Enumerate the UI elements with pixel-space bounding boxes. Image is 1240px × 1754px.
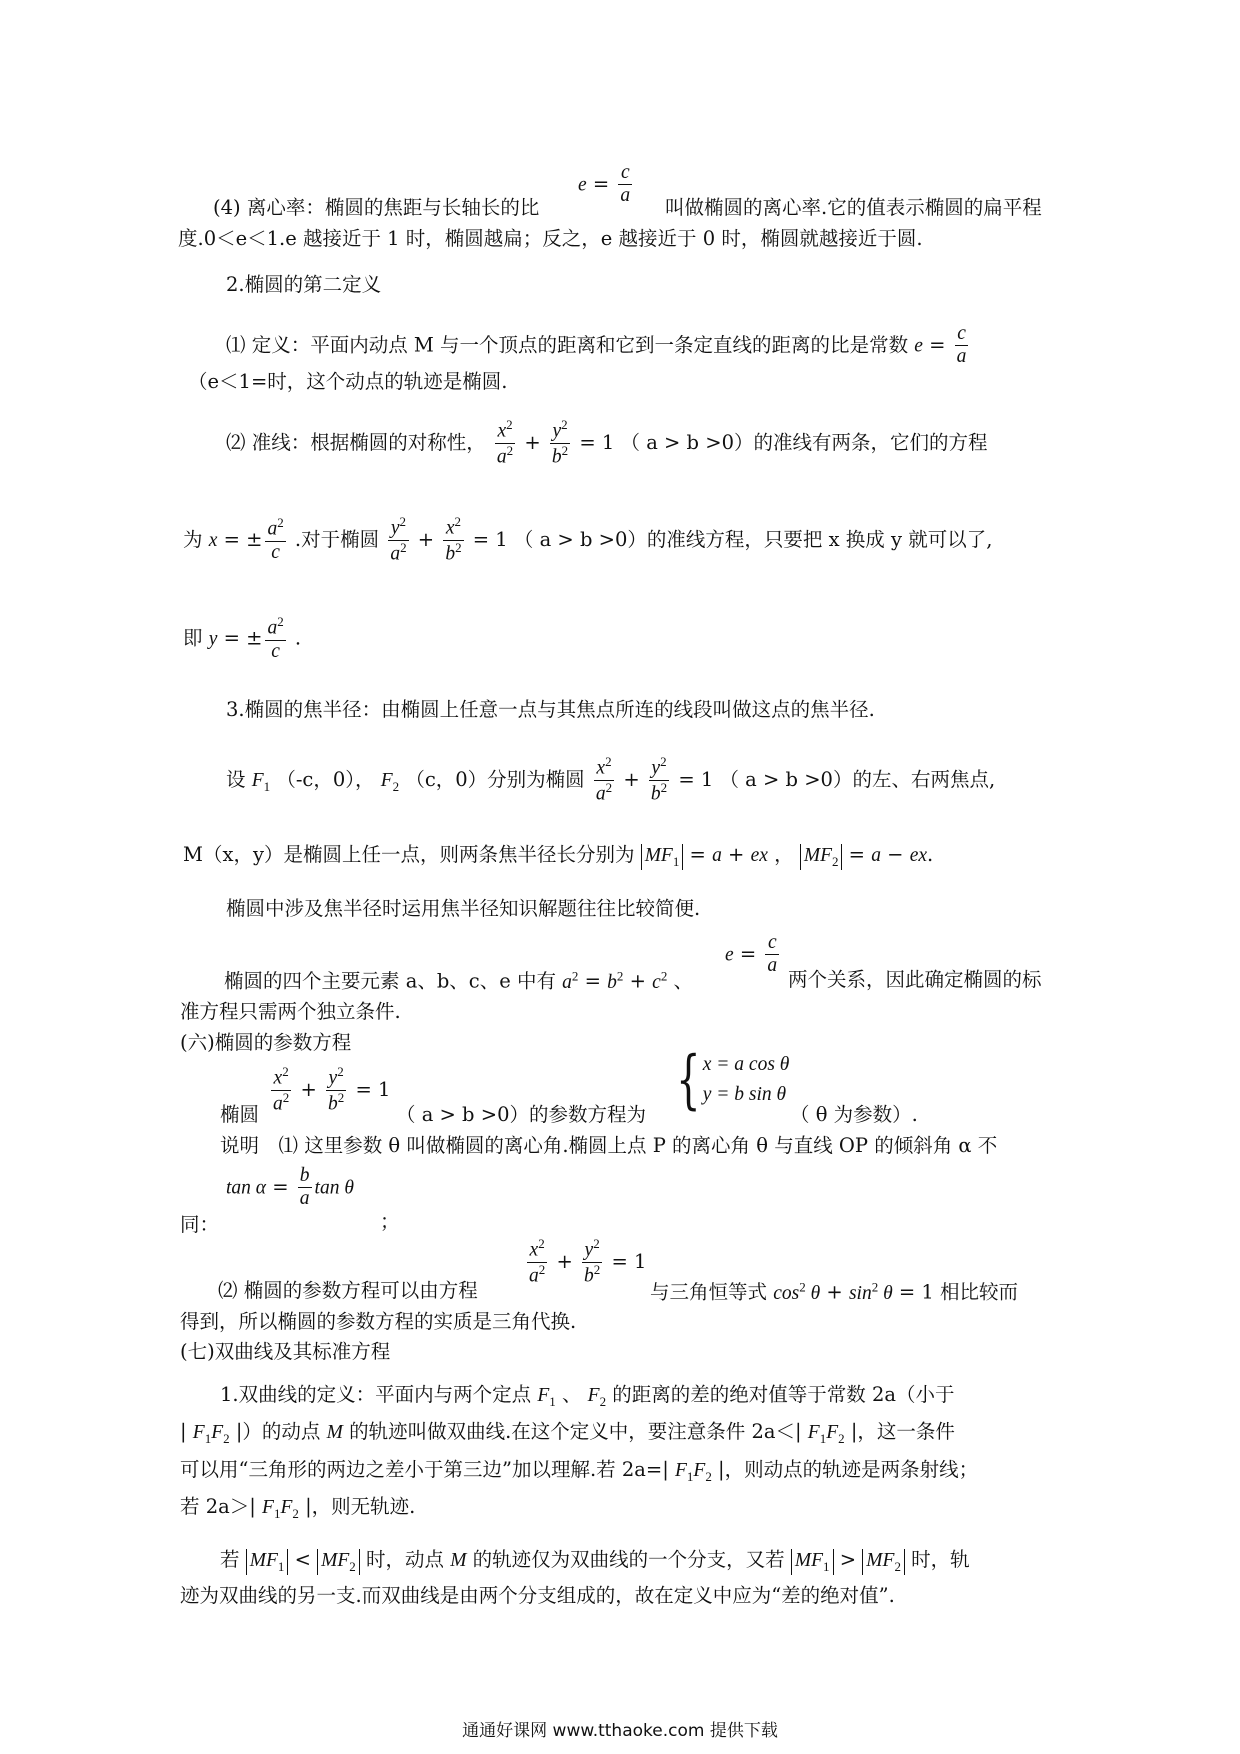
text: （ θ 为参数）. <box>790 1103 918 1126</box>
text: 的距离的差的绝对值等于常数 2a（小于 <box>612 1383 955 1406</box>
text: 可以用“三角形的两边之差小于第三边”加以理解.若 2a=| <box>180 1458 669 1481</box>
text: |，则动点的轨迹是两条射线； <box>718 1458 979 1481</box>
text: 椭圆的四个主要元素 a、b、c、e 中有 <box>224 969 556 993</box>
note-1b <box>180 1213 219 1236</box>
text: 为 <box>183 527 203 551</box>
text: 叫做椭圆的离心率.它的值表示椭圆的扁平程 <box>665 196 1042 219</box>
second-definition-cont <box>188 370 507 393</box>
text: （ a > b >0）的准线方程，只要把 x 换成 y 就可以了, <box>513 527 993 551</box>
text: 的轨迹叫做双曲线.在这个定义中，要注意条件 2a＜| <box>349 1420 802 1443</box>
text: |）的动点 <box>235 1420 321 1443</box>
focal-radius-line-4 <box>226 897 700 920</box>
text: ⑴ 定义：平面内动点 M 与一个顶点的距离和它到一条定直线的距离的比是常数 <box>226 333 909 357</box>
note-2-fraction: $\frac{x^2}{a^2}$ + $\frac{y^2}{b^2}$ = 1 <box>529 1236 647 1287</box>
para-eccentricity-1 <box>213 196 539 219</box>
text: ⑵ 准线：根据椭圆的对称性， <box>226 430 486 454</box>
text: 即 <box>183 626 203 650</box>
text: 2.椭圆的第二定义 <box>226 273 382 296</box>
elements-line-1: 椭圆的四个主要元素 a、b、c、e 中有 $a^2 = b^2 + c^2$ 、 <box>224 968 694 993</box>
hyperbola-line-1: 1.双曲线的定义：平面内与两个定点 $F_1$ 、 $F_2$ 的距离的差的绝对值等于常数 2a（小于 <box>220 1383 955 1409</box>
text: （ a > b >0）的准线有两条，它们的方程 <box>620 430 988 454</box>
text: 说明 ⑴ 这里参数 θ 叫做椭圆的离心角.椭圆上点 P 的离心角 θ 与直线 OP 的倾斜角 α 不 <box>220 1134 998 1157</box>
text: 、 <box>561 1383 582 1406</box>
text: | <box>180 1420 187 1443</box>
text: 相比较而 <box>940 1280 1019 1304</box>
second-definition-line: ⑴ 定义：平面内动点 M 与一个顶点的距离和它到一条定直线的距离的比是常数 e = $\frac{c}{a}$ <box>226 323 967 368</box>
hyperbola-line-4: 若 2a＞| $F_1F_2$ |，则无轨迹. <box>180 1495 416 1521</box>
text: 同： <box>180 1213 220 1236</box>
text: 3.椭圆的焦半径：由椭圆上任意一点与其焦点所连的线段叫做这点的焦半径. <box>226 698 875 721</box>
parametric-line-b <box>396 1103 646 1126</box>
hyperbola-line-2: | $F_1F_2$ |）的动点 M 的轨迹叫做双曲线.在这个定义中，要注意条件 2a＜| $F_1F_2$ |，这一条件 <box>180 1420 955 1446</box>
note-2 <box>218 1279 478 1302</box>
text: |，这一条件 <box>850 1420 955 1443</box>
text: 、 <box>673 969 694 993</box>
note-2b: 与三角恒等式 $\cos^2 \theta + \sin^2 \theta = 1$ 相比较而 <box>650 1279 1019 1304</box>
heading-parametric <box>180 1031 351 1054</box>
note-2c <box>180 1310 576 1333</box>
text: 设 <box>226 767 246 791</box>
fraction-c-over-a: $\frac{c}{a}$ <box>956 323 967 368</box>
formula-e: e <box>914 335 923 357</box>
hyperbola-line-3: 可以用“三角形的两边之差小于第三边”加以理解.若 2a=| $F_1F_2$ |，则动点的轨迹是两条射线； <box>180 1458 979 1484</box>
text: 椭圆 <box>220 1103 260 1126</box>
text: （ a > b >0）的左、右两焦点, <box>719 767 996 791</box>
text: 度.0＜e＜1.e 越接近于 1 时，椭圆越扁；反之，e 越接近于 0 时，椭圆就越接近于圆. <box>178 227 923 250</box>
note-1c <box>380 1210 400 1233</box>
eccentricity-formula: e = $\frac{c}{a}$ <box>578 162 631 207</box>
directrix-line-3: 即 y = ± $\frac{a^2}{c}$ . <box>183 614 302 662</box>
focal-radius-line-2: 设 $F_1$ （-c，0）， $F_2$ （c，0）分别为椭圆 $\frac{x^2}{a^2}$ + $\frac{y^2}{b^2}$ = 1 （ a > b >0）的左、右两焦点, <box>226 754 996 805</box>
parametric-line <box>220 1103 259 1126</box>
directrix-line-2: 为 x = ± $\frac{a^2}{c}$ .对于椭圆 $\frac{y^2}{a^2}$ + $\frac{x^2}{b^2}$ = 1 （ a > b >0）的准线方程，只要把 x 换成 y 就可以了, <box>183 514 993 565</box>
text: (七)双曲线及其标准方程 <box>180 1340 391 1363</box>
text: （-c，0）， <box>276 767 375 791</box>
text: （c，0）分别为椭圆 <box>405 767 585 791</box>
text: （ a > b >0）的参数方程为 <box>396 1103 646 1126</box>
text: 时，轨 <box>911 1548 970 1571</box>
text: 两个关系，因此确定椭圆的标 <box>788 968 1042 991</box>
text: 迹为双曲线的另一支.而双曲线是由两个分支组成的，故在定义中应为“差的绝对值”. <box>180 1584 895 1607</box>
text: (4) 离心率：椭圆的焦距与长轴长的比 <box>213 196 540 219</box>
text: 时，动点 <box>365 1548 444 1571</box>
para-eccentricity-1b <box>665 196 1042 219</box>
para-eccentricity-2 <box>178 227 923 250</box>
parametric-line-c <box>790 1103 918 1126</box>
text: 与三角恒等式 <box>650 1280 768 1304</box>
section-title-second-definition <box>226 273 381 296</box>
text: 1.双曲线的定义：平面内与两个定点 <box>220 1383 532 1406</box>
text: 准方程只需两个独立条件. <box>180 1000 401 1023</box>
text: ⑵ 椭圆的参数方程可以由方程 <box>218 1279 478 1302</box>
elements-line-2 <box>180 1000 401 1023</box>
text: 的轨迹仅为双曲线的一个分支，又若 <box>472 1548 785 1571</box>
elements-line-1b <box>788 968 1042 991</box>
footer-source: 通通好课网 www.tthaoke.com 提供下载 <box>462 1721 778 1741</box>
eccentricity-formula-2: e = $\frac{c}{a}$ <box>725 932 778 977</box>
tan-relation: tan α = $\frac{b}{a}$ tan θ <box>226 1165 354 1210</box>
parametric-fraction: $\frac{x^2}{a^2}$ + $\frac{y^2}{b^2}$ = 1 <box>273 1064 391 1115</box>
text: 若 <box>220 1548 240 1571</box>
note-1 <box>220 1134 997 1157</box>
heading-hyperbola <box>180 1340 390 1363</box>
text: (六)椭圆的参数方程 <box>180 1031 352 1054</box>
focal-radius-line-3: M（x，y）是椭圆上任一点，则两条焦半径长分别为 $MF_1 = a$ + ex ， $MF_2 = a$ − ex. <box>183 843 934 869</box>
text: .对于椭圆 <box>294 527 380 551</box>
text: ； <box>380 1210 400 1233</box>
directrix-line-1: ⑵ 准线：根据椭圆的对称性， $\frac{x^2}{a^2}$ + $\frac{y^2}{b^2}$ = 1 （ a > b >0）的准线有两条，它们的方程 <box>226 417 988 468</box>
text: M（x，y）是椭圆上任一点，则两条焦半径长分别为 <box>183 843 635 866</box>
parametric-system: { x = a cos θ y = b sin θ <box>676 1043 790 1117</box>
hyperbola-line-5: 若 $MF_1 < MF_2$ 时，动点 M 的轨迹仅为双曲线的一个分支，又若 $MF_1 > MF_2$ 时，轨 <box>220 1548 970 1574</box>
text: |，则无轨迹. <box>305 1495 416 1518</box>
section-title-focal-radius <box>226 698 875 721</box>
text: 椭圆中涉及焦半径时运用焦半径知识解题往往比较简便. <box>226 897 701 920</box>
text: （e＜1=时，这个动点的轨迹是椭圆. <box>188 370 508 393</box>
text: 得到，所以椭圆的参数方程的实质是三角代换. <box>180 1310 577 1333</box>
text: . <box>294 626 302 650</box>
text: 若 2a＞| <box>180 1495 256 1518</box>
hyperbola-line-6 <box>180 1584 895 1607</box>
text: ， <box>774 843 794 866</box>
